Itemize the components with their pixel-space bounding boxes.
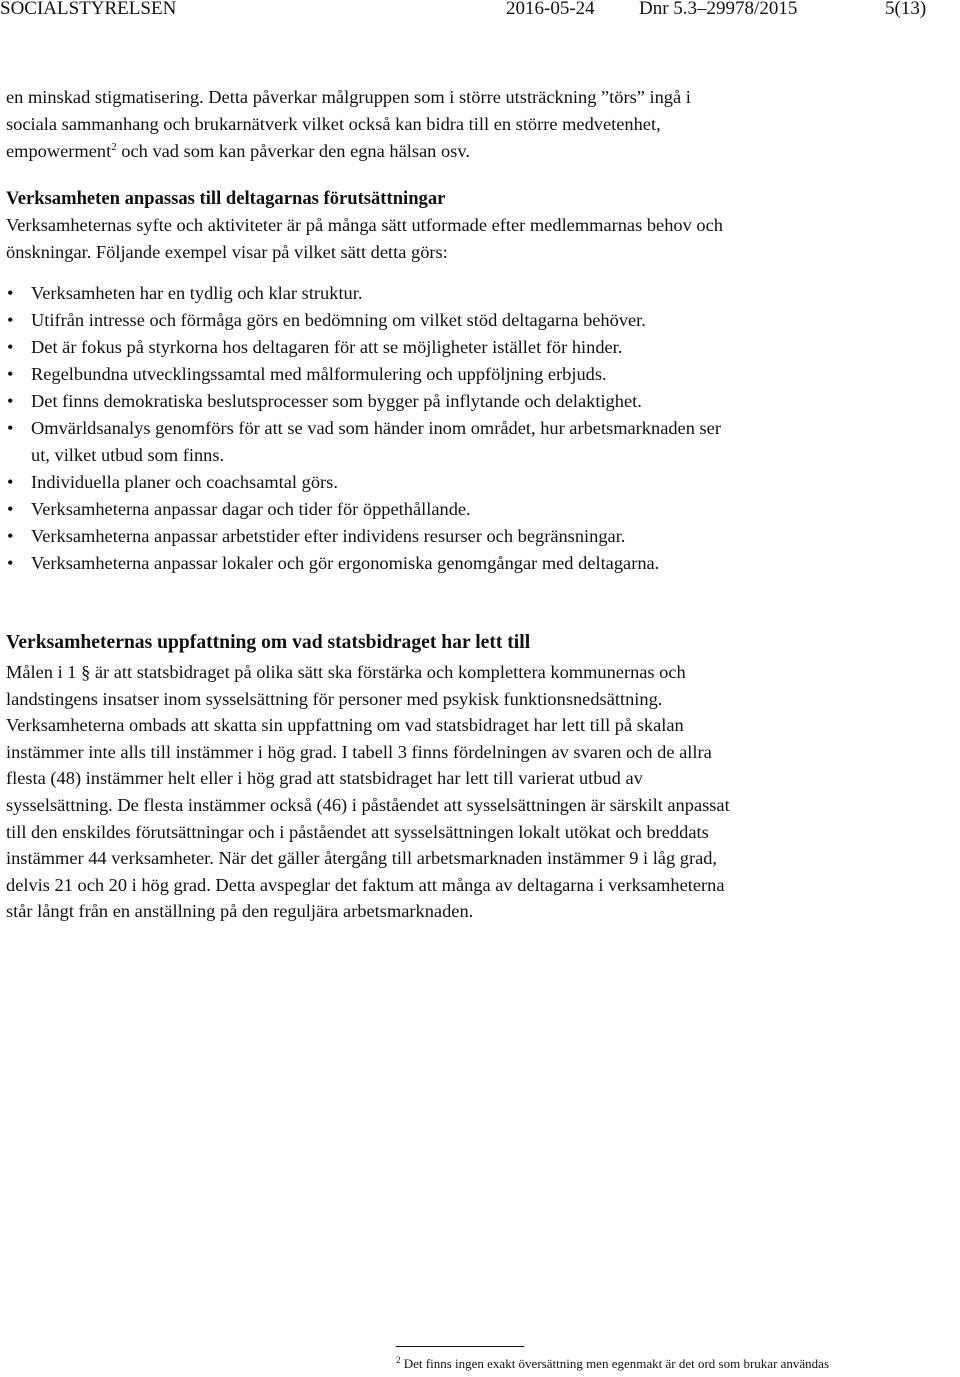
section-heading-adaptation: Verksamheten anpassas till deltagarnas förutsättningar [6,188,446,209]
intro-paragraph [6,84,730,165]
list-item: • Det är fokus på styrkorna hos deltagaren för att se möjligheter istället för hinder. [6,334,730,361]
section1-lead-paragraph: Verksamheternas syfte och aktiviteter är på många sätt utformade efter medlemmarnas behov och önskningar. Följande exempel visar på vilket sätt detta görs: [6,215,723,262]
list-item: • Det finns demokratiska beslutsprocesser som bygger på inflytande och delaktighet. [6,388,730,415]
footnote-divider [396,1346,524,1347]
header-org: SOCIALSTYRELSEN [0,0,177,19]
header-page-number: 5(13) [885,0,927,19]
list-item: • Verksamheten har en tydlig och klar struktur. [6,280,730,307]
header-date: 2016-05-24 [506,0,595,19]
footnote-ref: 2 [111,141,117,153]
list-item: • Individuella planer och coachsamtal görs. [6,469,730,496]
list-item: • Regelbundna utvecklingssamtal med målformulering och uppföljning erbjuds. [6,361,730,388]
list-item: • Omvärldsanalys genomförs för att se vad som händer inom området, hur arbetsmarknaden ser ut, vilket utbud som finns. [6,415,730,469]
footnote-text: Det finns ingen exakt översättning men egenmakt är det ord som brukar användas [403,1356,830,1371]
intro-text-end: och vad som kan påverkar den egna hälsan osv. [116,141,470,161]
footnote [396,1356,829,1372]
header-dnr: Dnr 5.3–29978/2015 [639,0,798,19]
list-item: • Verksamheterna anpassar dagar och tider för öppethållande. [6,496,730,523]
section2-body-paragraph: Målen i 1 § är att statsbidraget på olika sätt ska förstärka och komplettera kommunernas och landstingens insatser inom sysselsättning för personer med psykisk funktionsnedsättning. Verksamheterna ombads att skatta sin uppfattning om vad statsbidraget har lett till på skalan instämmer inte alls till instämmer i hög grad. I tabell 3 finns fördelningen av svaren och de allra flesta (48) instämmer helt eller i hög grad att statsbidraget har lett till varierat utbud av sysselsättning. De flesta instämmer också (46) i påståendet att sysselsättningen är särskilt anpassat till den enskildes förutsättningar och i påståendet att sysselsättningen lokalt utökat och breddats instämmer 44 verksamheter. När det gäller återgång till arbetsmarknaden instämmer 9 i låg grad, delvis 21 och 20 i hög grad. Detta avspeglar det faktum att många av deltagarna i verksamheterna står långt från en anställning på den reguljära arbetsmarknaden. [6,662,730,922]
page-header [0,0,960,24]
adaptation-bullet-list [6,280,730,577]
footnote-number: 2 [396,1355,401,1365]
intro-text: en minskad stigmatisering. Detta påverkar målgruppen som i större utsträckning ”törs” ingå i sociala sammanhang och brukarnätverk vilket också kan bidra till en större medvetenhet, empowerment [6,87,691,161]
section-heading-grant-outcome: Verksamheternas uppfattning om vad statsbidraget har lett till [6,632,531,653]
list-item: • Verksamheterna anpassar lokaler och gör ergonomiska genomgångar med deltagarna. [6,550,730,577]
list-item: • Verksamheterna anpassar arbetstider efter individens resurser och begränsningar. [6,523,730,550]
list-item: • Utifrån intresse och förmåga görs en bedömning om vilket stöd deltagarna behöver. [6,307,730,334]
page-body [6,84,730,925]
